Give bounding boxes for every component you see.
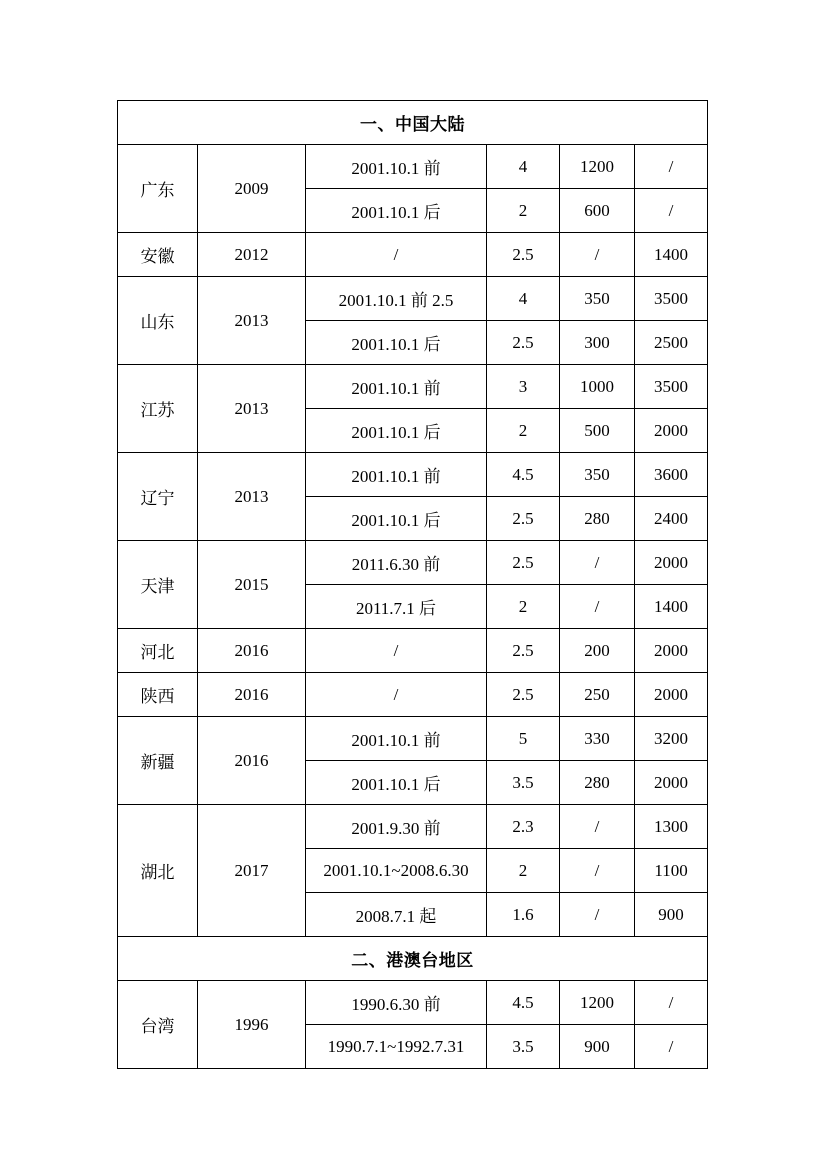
value-cell-3: 2000 bbox=[635, 629, 708, 673]
value-cell-2: / bbox=[560, 805, 635, 849]
value-cell-3: / bbox=[635, 145, 708, 189]
section-header-row bbox=[118, 101, 708, 145]
region-name: 安徽 bbox=[118, 233, 198, 277]
value-cell-1: 2.5 bbox=[487, 629, 560, 673]
value-cell-1: 5 bbox=[487, 717, 560, 761]
table-row bbox=[118, 673, 708, 717]
period-cell: / bbox=[306, 629, 487, 673]
period-cell: 2011.6.30 前 bbox=[306, 541, 487, 585]
period-cell: 2001.10.1 前 bbox=[306, 453, 487, 497]
value-cell-2: 350 bbox=[560, 277, 635, 321]
region-name: 河北 bbox=[118, 629, 198, 673]
period-cell: 2001.10.1 后 bbox=[306, 409, 487, 453]
regulation-table bbox=[117, 100, 708, 1069]
value-cell-3: 3200 bbox=[635, 717, 708, 761]
region-name: 天津 bbox=[118, 541, 198, 629]
table-row bbox=[118, 981, 708, 1025]
region-name: 陕西 bbox=[118, 673, 198, 717]
region-year: 2016 bbox=[198, 717, 306, 805]
value-cell-2: 280 bbox=[560, 497, 635, 541]
value-cell-1: 2 bbox=[487, 409, 560, 453]
value-cell-2: / bbox=[560, 541, 635, 585]
value-cell-2: 300 bbox=[560, 321, 635, 365]
value-cell-2: 1200 bbox=[560, 981, 635, 1025]
value-cell-1: 1.6 bbox=[487, 893, 560, 937]
value-cell-2: 500 bbox=[560, 409, 635, 453]
period-cell: 2011.7.1 后 bbox=[306, 585, 487, 629]
table-row bbox=[118, 629, 708, 673]
value-cell-3: 900 bbox=[635, 893, 708, 937]
value-cell-3: / bbox=[635, 981, 708, 1025]
region-name: 辽宁 bbox=[118, 453, 198, 541]
region-name: 湖北 bbox=[118, 805, 198, 937]
value-cell-1: 2.5 bbox=[487, 497, 560, 541]
region-year: 1996 bbox=[198, 981, 306, 1069]
value-cell-1: 2 bbox=[487, 849, 560, 893]
value-cell-1: 3.5 bbox=[487, 1025, 560, 1069]
period-cell: / bbox=[306, 673, 487, 717]
value-cell-1: 4 bbox=[487, 145, 560, 189]
period-cell: 2001.10.1 后 bbox=[306, 189, 487, 233]
value-cell-2: 900 bbox=[560, 1025, 635, 1069]
region-year: 2013 bbox=[198, 453, 306, 541]
value-cell-2: / bbox=[560, 849, 635, 893]
value-cell-2: 1200 bbox=[560, 145, 635, 189]
value-cell-3: 2500 bbox=[635, 321, 708, 365]
value-cell-2: 600 bbox=[560, 189, 635, 233]
value-cell-1: 2.5 bbox=[487, 541, 560, 585]
section-title: 二、港澳台地区 bbox=[118, 937, 708, 981]
region-year: 2013 bbox=[198, 277, 306, 365]
period-cell: 2001.10.1 后 bbox=[306, 497, 487, 541]
region-year: 2015 bbox=[198, 541, 306, 629]
value-cell-2: 330 bbox=[560, 717, 635, 761]
value-cell-2: / bbox=[560, 585, 635, 629]
value-cell-2: 250 bbox=[560, 673, 635, 717]
value-cell-2: 1000 bbox=[560, 365, 635, 409]
region-year: 2012 bbox=[198, 233, 306, 277]
region-year: 2016 bbox=[198, 673, 306, 717]
value-cell-1: 2.5 bbox=[487, 233, 560, 277]
table-row bbox=[118, 805, 708, 849]
value-cell-3: 3500 bbox=[635, 365, 708, 409]
period-cell: 2001.9.30 前 bbox=[306, 805, 487, 849]
region-year: 2017 bbox=[198, 805, 306, 937]
value-cell-1: 2 bbox=[487, 189, 560, 233]
region-year: 2016 bbox=[198, 629, 306, 673]
table-body bbox=[118, 101, 708, 1069]
period-cell: 2001.10.1 前 2.5 bbox=[306, 277, 487, 321]
value-cell-2: 280 bbox=[560, 761, 635, 805]
region-name: 台湾 bbox=[118, 981, 198, 1069]
region-year: 2009 bbox=[198, 145, 306, 233]
period-cell: / bbox=[306, 233, 487, 277]
value-cell-2: / bbox=[560, 893, 635, 937]
table-row bbox=[118, 233, 708, 277]
region-name: 广东 bbox=[118, 145, 198, 233]
value-cell-3: / bbox=[635, 1025, 708, 1069]
region-name: 江苏 bbox=[118, 365, 198, 453]
value-cell-3: 1300 bbox=[635, 805, 708, 849]
period-cell: 2008.7.1 起 bbox=[306, 893, 487, 937]
value-cell-3: 2000 bbox=[635, 761, 708, 805]
region-name: 山东 bbox=[118, 277, 198, 365]
table-row bbox=[118, 453, 708, 497]
value-cell-3: 2000 bbox=[635, 673, 708, 717]
region-year: 2013 bbox=[198, 365, 306, 453]
value-cell-1: 3 bbox=[487, 365, 560, 409]
period-cell: 2001.10.1 后 bbox=[306, 321, 487, 365]
period-cell: 1990.7.1~1992.7.31 bbox=[306, 1025, 487, 1069]
section-title: 一、中国大陆 bbox=[118, 101, 708, 145]
value-cell-2: / bbox=[560, 233, 635, 277]
value-cell-3: 3600 bbox=[635, 453, 708, 497]
table-row bbox=[118, 717, 708, 761]
value-cell-3: 2400 bbox=[635, 497, 708, 541]
period-cell: 2001.10.1 前 bbox=[306, 365, 487, 409]
period-cell: 2001.10.1 前 bbox=[306, 145, 487, 189]
value-cell-3: 2000 bbox=[635, 541, 708, 585]
value-cell-3: / bbox=[635, 189, 708, 233]
region-name: 新疆 bbox=[118, 717, 198, 805]
value-cell-3: 1400 bbox=[635, 585, 708, 629]
value-cell-1: 4 bbox=[487, 277, 560, 321]
period-cell: 1990.6.30 前 bbox=[306, 981, 487, 1025]
value-cell-1: 2.5 bbox=[487, 673, 560, 717]
table-row bbox=[118, 277, 708, 321]
value-cell-3: 1400 bbox=[635, 233, 708, 277]
value-cell-1: 4.5 bbox=[487, 453, 560, 497]
period-cell: 2001.10.1 前 bbox=[306, 717, 487, 761]
value-cell-1: 2 bbox=[487, 585, 560, 629]
value-cell-1: 2.5 bbox=[487, 321, 560, 365]
period-cell: 2001.10.1 后 bbox=[306, 761, 487, 805]
period-cell: 2001.10.1~2008.6.30 bbox=[306, 849, 487, 893]
value-cell-1: 4.5 bbox=[487, 981, 560, 1025]
value-cell-1: 2.3 bbox=[487, 805, 560, 849]
value-cell-1: 3.5 bbox=[487, 761, 560, 805]
table-row bbox=[118, 145, 708, 189]
table-row bbox=[118, 541, 708, 585]
value-cell-2: 200 bbox=[560, 629, 635, 673]
value-cell-2: 350 bbox=[560, 453, 635, 497]
table-row bbox=[118, 365, 708, 409]
value-cell-3: 2000 bbox=[635, 409, 708, 453]
value-cell-3: 3500 bbox=[635, 277, 708, 321]
section-header-row bbox=[118, 937, 708, 981]
value-cell-3: 1100 bbox=[635, 849, 708, 893]
